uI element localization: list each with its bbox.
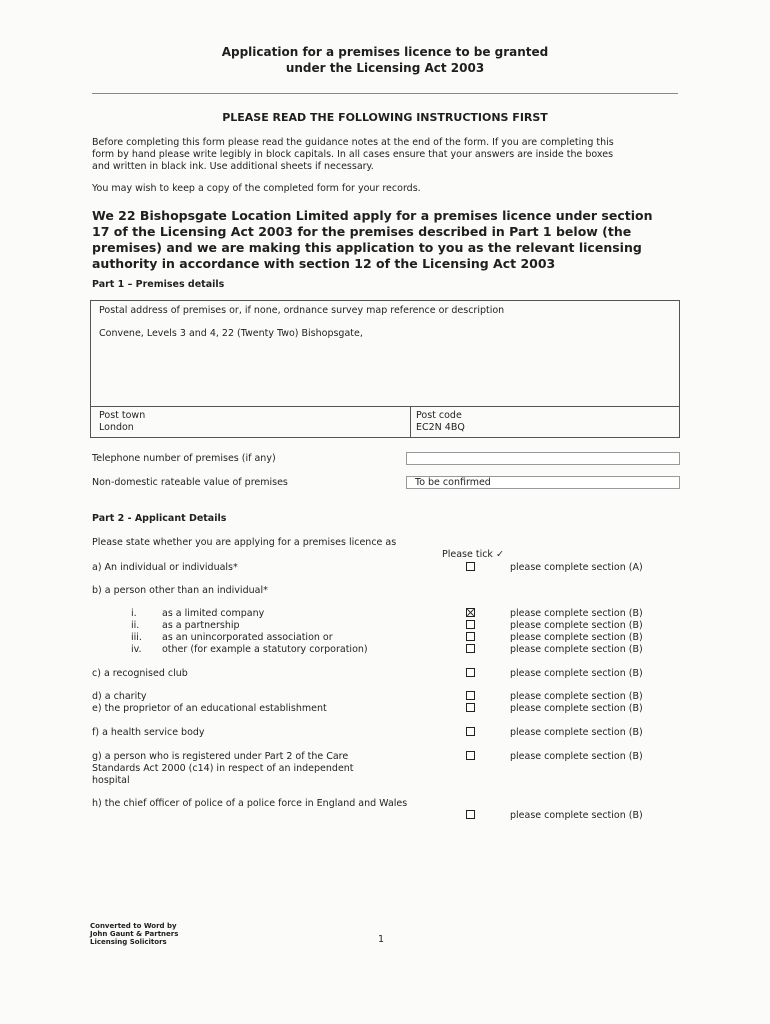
post-town-label: Post town — [99, 410, 146, 421]
option-c-label: c) a recognised club — [92, 668, 188, 679]
telephone-input[interactable] — [406, 452, 680, 465]
option-b-label: b) a person other than an individual* — [92, 585, 268, 596]
instructions-heading: PLEASE READ THE FOLLOWING INSTRUCTIONS FIRST — [222, 111, 548, 124]
option-d-checkbox[interactable] — [466, 691, 475, 700]
option-a-checkbox[interactable] — [466, 562, 475, 571]
sub-option-label: as an unincorporated association or — [162, 632, 333, 643]
partnership-checkbox[interactable] — [466, 620, 475, 629]
instructions-keep-copy: You may wish to keep a copy of the completed form for your records. — [92, 183, 421, 194]
option-e-action: please complete section (B) — [510, 703, 643, 714]
footer-line3: Licensing Solicitors — [90, 938, 167, 946]
option-e-label: e) the proprietor of an educational establishment — [92, 703, 327, 714]
rateable-value: To be confirmed — [415, 477, 491, 488]
part2-intro: Please state whether you are applying for a premises licence as — [92, 537, 397, 548]
option-g-line3: hospital — [92, 775, 130, 786]
sub-option-numeral: iv. — [131, 644, 142, 655]
option-g-action: please complete section (B) — [510, 751, 643, 762]
option-f-action: please complete section (B) — [510, 727, 643, 738]
option-g-line2: Standards Act 2000 (c14) in respect of an independent — [92, 763, 354, 774]
sub-option-numeral: ii. — [131, 620, 140, 631]
sub-option-action: please complete section (B) — [510, 620, 643, 631]
instructions-line2: form by hand please write legibly in block capitals. In all cases ensure that your answers are inside the boxes — [92, 149, 614, 160]
option-f-label: f) a health service body — [92, 727, 205, 738]
title-divider — [92, 93, 678, 94]
option-g-checkbox[interactable] — [466, 751, 475, 760]
sub-option-numeral: iii. — [131, 632, 142, 643]
telephone-label: Telephone number of premises (if any) — [92, 453, 276, 464]
option-g-line1: g) a person who is registered under Part 2 of the Care — [92, 751, 349, 762]
please-tick-label: Please tick ✓ — [442, 549, 504, 560]
option-c-action: please complete section (B) — [510, 668, 643, 679]
option-c-checkbox[interactable] — [466, 668, 475, 677]
option-a-label: a) An individual or individuals* — [92, 562, 238, 573]
form-title-line1: Application for a premises licence to be granted — [221, 45, 549, 59]
post-code-label: Post code — [416, 410, 462, 421]
option-h-checkbox[interactable] — [466, 810, 475, 819]
premises-address-box — [90, 300, 680, 438]
address-box-divider — [90, 406, 680, 407]
option-h-label: h) the chief officer of police of a police force in England and Wales — [92, 798, 408, 809]
page-number: 1 — [378, 934, 385, 945]
address-label: Postal address of premises or, if none, ordnance survey map reference or description — [99, 305, 505, 316]
instructions-line1: Before completing this form please read the guidance notes at the end of the form. If you are completing this — [92, 137, 614, 148]
option-h-action: please complete section (B) — [510, 810, 643, 821]
footer-line2: John Gaunt & Partners — [90, 930, 179, 938]
option-f-checkbox[interactable] — [466, 727, 475, 736]
sub-option-numeral: i. — [131, 608, 137, 619]
other-checkbox[interactable] — [466, 644, 475, 653]
instructions-line3: and written in black ink. Use additional sheets if necessary. — [92, 161, 374, 172]
option-d-label: d) a charity — [92, 691, 147, 702]
sub-option-action: please complete section (B) — [510, 644, 643, 655]
rateable-value-label: Non-domestic rateable value of premises — [92, 477, 288, 488]
statement-line2: 17 of the Licensing Act 2003 for the premises described in Part 1 below (the — [92, 224, 632, 239]
unincorporated-association-checkbox[interactable] — [466, 632, 475, 641]
post-town-field[interactable]: London — [99, 422, 134, 433]
statement-line1: We 22 Bishopsgate Location Limited apply for a premises licence under section — [92, 208, 653, 223]
option-d-action: please complete section (B) — [510, 691, 643, 702]
statement-line3: premises) and we are making this application to you as the relevant licensing — [92, 240, 642, 255]
sub-option-action: please complete section (B) — [510, 632, 643, 643]
form-title-line2: under the Licensing Act 2003 — [285, 61, 485, 75]
part1-heading: Part 1 – Premises details — [92, 279, 225, 290]
sub-option-label: as a partnership — [162, 620, 240, 631]
option-e-checkbox[interactable] — [466, 703, 475, 712]
post-code-field[interactable]: EC2N 4BQ — [416, 422, 465, 433]
statement-line4: authority in accordance with section 12 of the Licensing Act 2003 — [92, 256, 556, 271]
limited-company-checkbox[interactable] — [466, 608, 475, 617]
footer-line1: Converted to Word by — [90, 922, 177, 930]
sub-option-label: other (for example a statutory corporation) — [162, 644, 368, 655]
address-field[interactable]: Convene, Levels 3 and 4, 22 (Twenty Two) Bishopsgate, — [99, 328, 363, 339]
postcode-divider — [410, 406, 411, 438]
option-a-action: please complete section (A) — [510, 562, 643, 573]
sub-option-label: as a limited company — [162, 608, 265, 619]
part2-heading: Part 2 - Applicant Details — [92, 513, 227, 524]
sub-option-action: please complete section (B) — [510, 608, 643, 619]
rateable-value-input[interactable] — [406, 476, 680, 489]
